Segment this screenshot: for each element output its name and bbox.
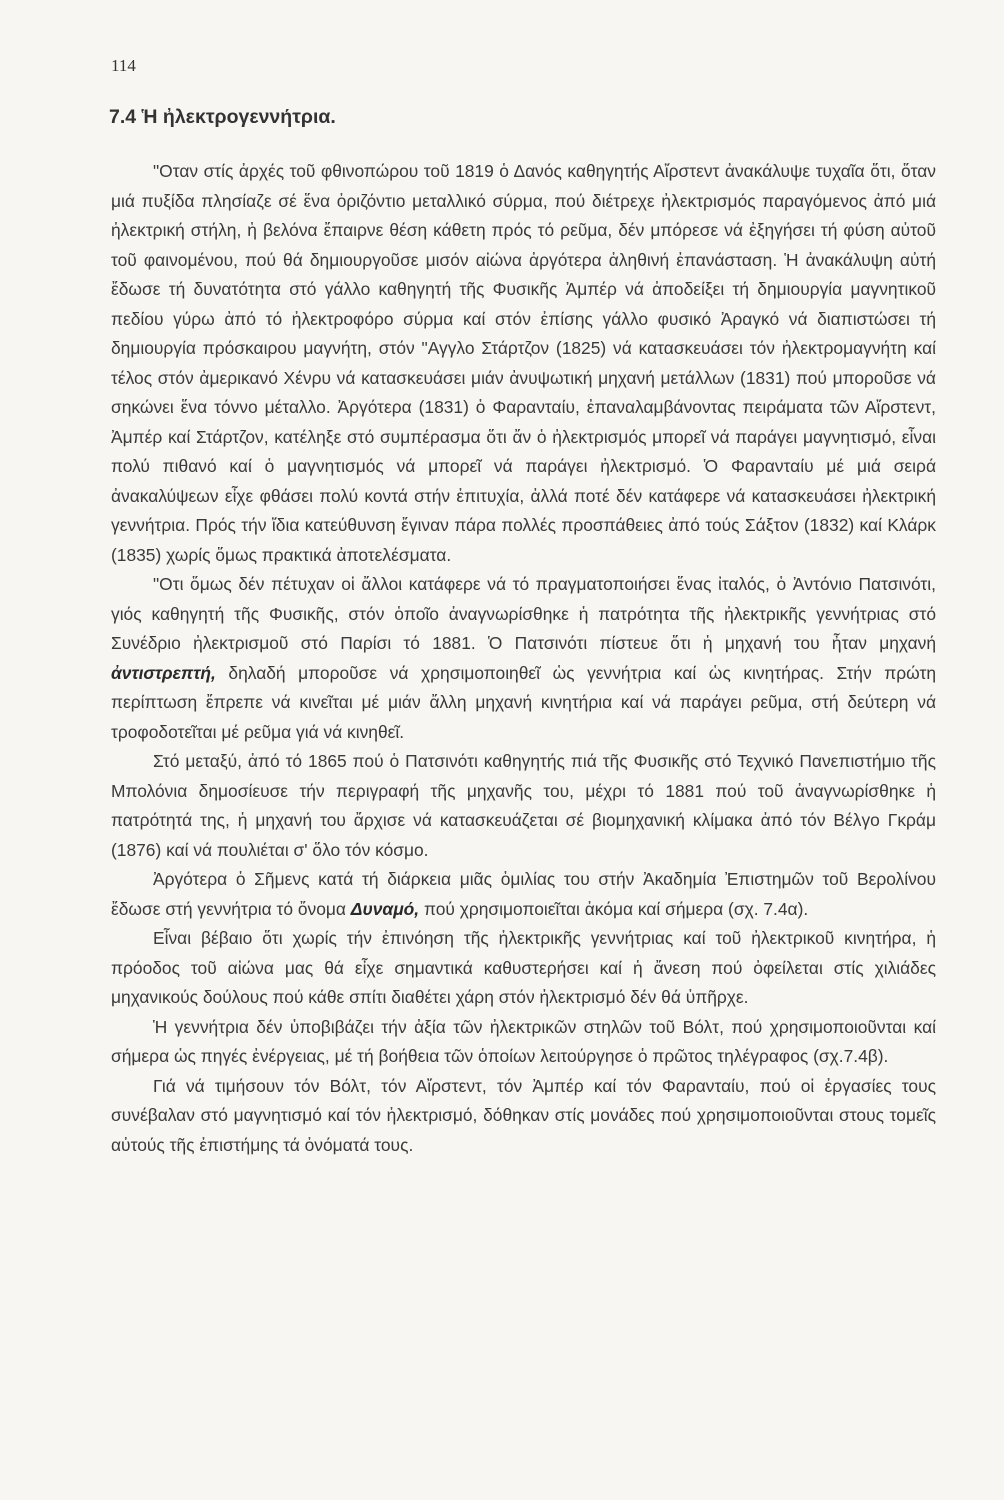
body-text — [111, 157, 936, 1160]
text-segment: "Οταν στίς ἀρχές τοῦ φθινοπώρου τοῦ 1819 ὁ Δανός καθηγητής Αἴρστεντ ἀνακάλυψε τυχαῖα ὅτι, ὅταν μιά πυξίδα πλησίαζε σέ ἕνα ὁριζόντιο μεταλλικό σύρμα, πού διέτρεχε ἠλεκτρισμός παραγόμενος ἀπό μιά ἠλεκτρική στήλη, ἡ βελόνα ἔπαιρνε θέση κάθετη πρός τό ρεῦμα, δέν μπόρεσε νά ἐξηγήσει τή φύση αὐτοῦ τοῦ φαινομένου, πού θά δημιουργοῦσε μισόν αἰώνα ἀργότερα ἀληθινή ἐπανάσταση. Ἡ ἀνακάλυψη αὐτή ἔδωσε τή δυνατότητα στό γάλλο καθηγητή τῆς Φυσικῆς Ἀμπέρ νά ἀποδείξει τή δημιουργία μαγνητικοῦ πεδίου γύρω ἀπό τό ἠλεκτροφόρο σύρμα καί στόν ἐπίσης γάλλο φυσικό Ἀραγκό νά διαπιστώσει τή δημιουργία πρόσκαιρου μαγνήτη, στόν "Αγγλο Στάρτζον (1825) νά κατασκευάσει τόν ἠλεκτρομαγνήτη καί τέλος στόν ἀμερικανό Χένρυ νά κατασκευάσει μιάν ἀνυψωτική μηχανή μετάλλων (1831) πού μποροῦσε νά σηκώνει ἕνα τόννο μέταλλο. Ἀργότερα (1831) ὁ Φαρανταίυ, ἐπαναλαμβάνοντας πειράματα τῶν Αἴρστεντ, Ἀμπέρ καί Στάρτζον, κατέληξε στό συμπέρασμα ὅτι ἄν ὁ ἠλεκτρισμός μπορεῖ νά παράγει μαγνητισμό, εἶναι πολύ πιθανό καί ὁ μαγνητισμός νά μπορεῖ νά παράγει ἠλεκτρισμό. Ὁ Φαρανταίυ μέ μιά σειρά ἀνακαλύψεων εἶχε φθάσει πολύ κοντά στήν ἐπιτυχία, ἀλλά ποτέ δέν κατάφερε νά κατασκευάσει ἠλεκτρική γεννήτρια. Πρός τήν ἴδια κατεύθυνση ἔγιναν πάρα πολλές προσπάθειες ἀπό τούς Σάξτον (1832) καί Κλάρκ (1835) χωρίς ὅμως πρακτικά ἀποτελέσματα. — [111, 161, 936, 565]
emphasized-term: Δυναμό, — [350, 898, 420, 919]
text-segment: "Οτι ὅμως δέν πέτυχαν οἱ ἄλλοι κατάφερε νά τό πραγματοποιήσει ἕνας ἰταλός, ὁ Ἀντόνιο Πατσινότι, γιός καθηγητή τῆς Φυσικῆς, στόν ὁποῖο ἀναγνωρίσθηκε ἡ πατρότητα τῆς ἠλεκτρικῆς γεννήτριας στό Συνέδριο ἠλεκτρισμοῦ στό Παρίσι τό 1881. Ὁ Πατσινότι πίστευε ὅτι ἡ μηχανή του ἦταν μηχανή — [111, 574, 936, 653]
text-segment: Ἀργότερα ὁ Σῆμενς κατά τή διάρκεια μιᾶς ὁμιλίας του στήν Ἀκαδημία Ἐπιστημῶν τοῦ Βερολίνου ἔδωσε στή γεννήτρια τό ὄνομα — [111, 869, 936, 919]
paragraph — [111, 865, 936, 924]
text-segment: δηλαδή μποροῦσε νά χρησιμοποιηθεῖ ὡς γεννήτρια καί ὡς κινητήρας. Στήν πρώτη περίπτωση ἔπρεπε νά κινεῖται μέ μιάν ἄλλη μηχανή κινητήρια καί νά παράγει ρεῦμα, στή δεύτερη νά τροφοδοτεῖται μέ ρεῦμα γιά νά κινηθεῖ. — [111, 662, 936, 742]
text-segment: πού χρησιμοποιεῖται ἀκόμα καί σήμερα (σχ. 7.4α). — [419, 898, 809, 919]
paragraph — [111, 924, 936, 1013]
paragraph — [111, 1072, 936, 1161]
emphasized-term: ἀντιστρεπτή, — [111, 662, 216, 683]
paragraph — [111, 157, 936, 570]
text-segment: Ἡ γεννήτρια δέν ὑποβιβάζει τήν ἀξία τῶν ἠλεκτρικῶν στηλῶν τοῦ Βόλτ, πού χρησιμοποιοῦνται καί σήμερα ὡς πηγές ἐνέργειας, μέ τή βοήθεια τῶν ὁποίων λειτούργησε ὁ πρῶτος τηλέγραφος (σχ.7.4β). — [111, 1016, 936, 1066]
text-segment: Εἶναι βέβαιο ὅτι χωρίς τήν ἐπινόηση τῆς ἠλεκτρικῆς γεννήτριας καί τοῦ ἠλεκτρικοῦ κινητήρα, ἡ πρόοδος τοῦ αἰώνα μας θά εἶχε σημαντικά καθυστερήσει καί ἡ ἄνεση πού ὀφείλεται στίς χιλιάδες μηχανικούς δούλους πού κάθε σπίτι διαθέτει χάρη στόν ἠλεκτρισμό δέν θά ὑπῆρχε. — [111, 928, 936, 1007]
page-number: 114 — [111, 56, 136, 75]
section-title: 7.4 Ἡ ἠλεκτρογεννήτρια. — [109, 106, 336, 128]
paragraph — [111, 747, 936, 865]
text-segment: Γιά νά τιμήσουν τόν Βόλτ, τόν Αἴρστεντ, τόν Ἀμπέρ καί τόν Φαρανταίυ, πού οἱ ἐργασίες τους συνέβαλαν στό μαγνητισμό καί τόν ἠλεκτρισμό, δόθηκαν στίς μονάδες πού χρησιμοποιοῦνται στους τομεῖς αὐτούς τῆς ἐπιστήμης τά ὀνόματά τους. — [111, 1075, 936, 1155]
paragraph — [111, 1013, 936, 1072]
text-segment: Στό μεταξύ, ἀπό τό 1865 πού ὁ Πατσινότι καθηγητής πιά τῆς Φυσικῆς στό Τεχνικό Πανεπιστήμιο τῆς Μπολόνια δημοσίευσε τήν περιγραφή τῆς μηχανῆς του, μέχρι τό 1881 πού τοῦ ἀναγνωρίσθηκε ἡ πατρότητά της, ἡ μηχανή του ἄρχισε νά κατασκευάζεται σέ βιομηχανική κλίμακα ἀπό τόν Βέλγο Γκράμ (1876) καί νά πουλιέται σ' ὅλο τόν κόσμο. — [111, 751, 936, 860]
paragraph — [111, 570, 936, 747]
